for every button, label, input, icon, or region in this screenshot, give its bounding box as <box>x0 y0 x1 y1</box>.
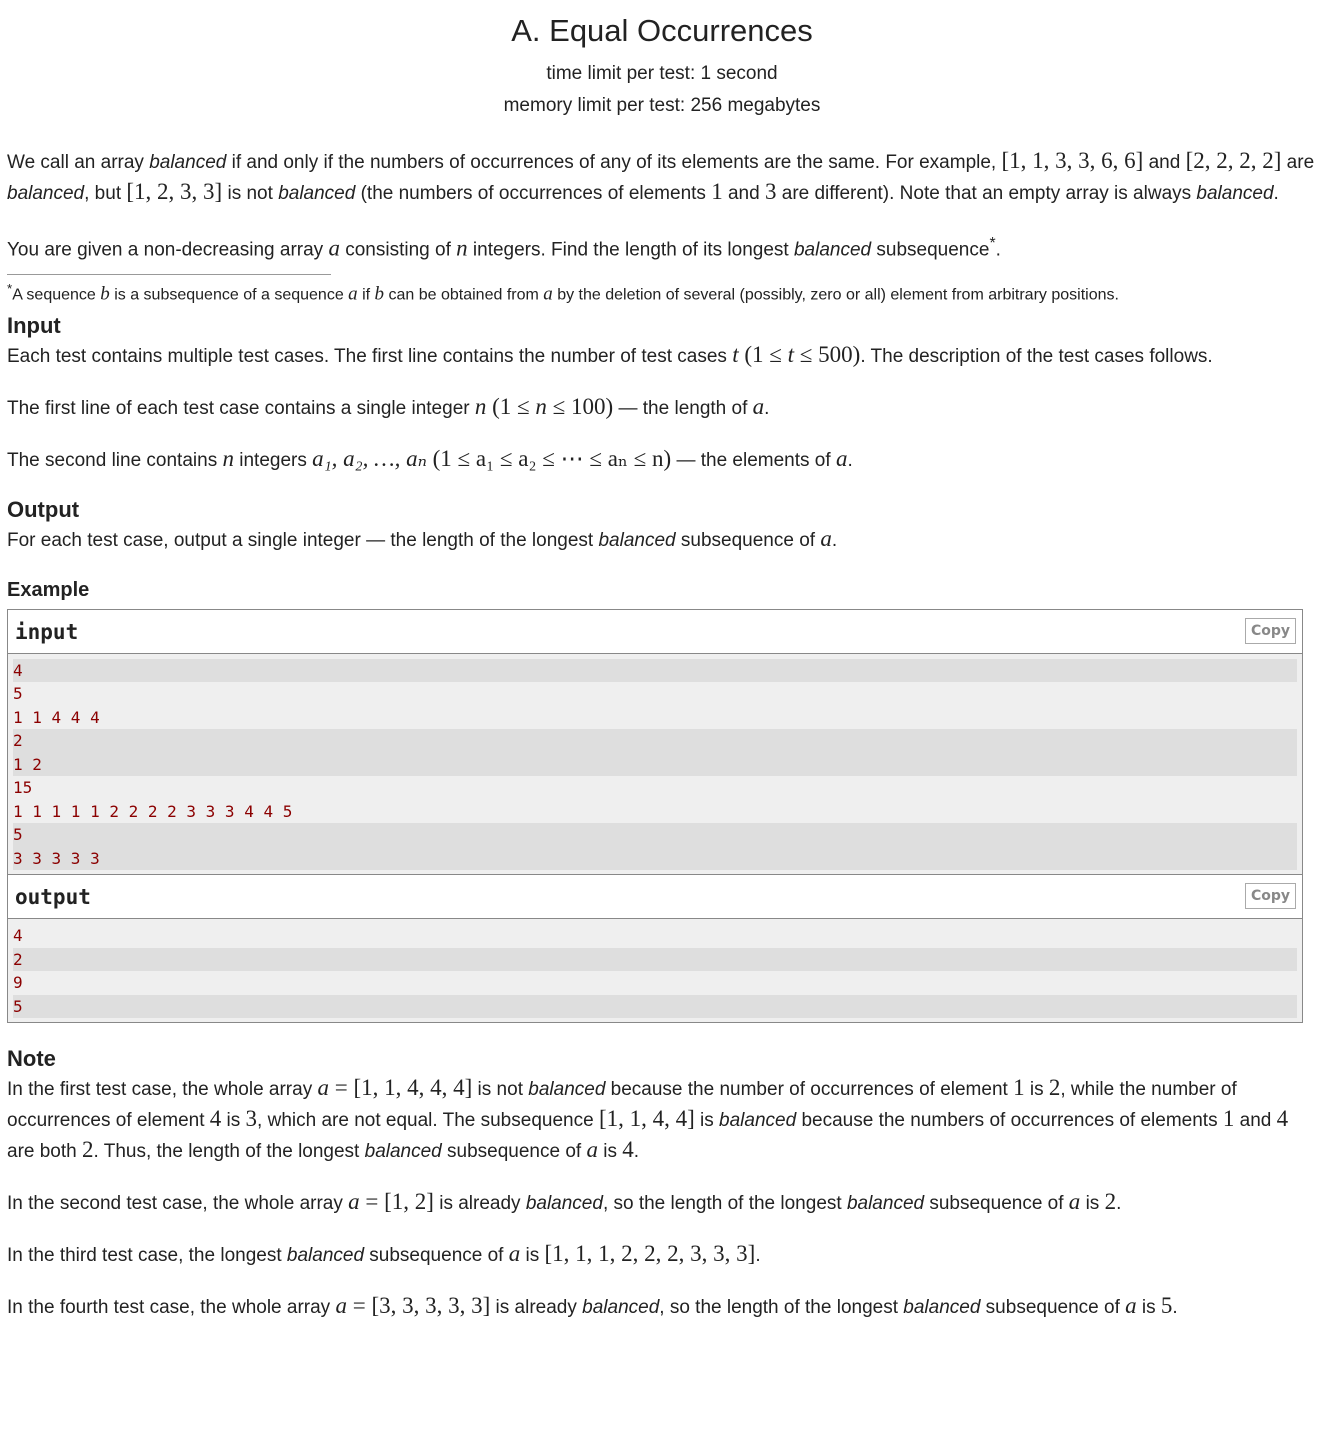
text: is a subsequence of a sequence <box>109 286 349 304</box>
text: by the deletion of several (possibly, zero or all) element from arbitrary positions. <box>552 286 1119 304</box>
text: is <box>1080 1193 1105 1215</box>
math-expression: [1, 2, 3, 3] <box>126 179 223 204</box>
text: and <box>722 183 765 204</box>
text: is <box>1024 1079 1049 1101</box>
text: Each test contains multiple test cases. The first line contains the number of test cases <box>7 345 733 367</box>
term-balanced: balanced <box>525 1193 603 1215</box>
text: and <box>1143 152 1186 173</box>
note-paragraph-2 <box>7 1187 1317 1218</box>
output-specification <box>7 496 1317 555</box>
term-balanced: balanced <box>286 1245 365 1267</box>
sample-tests <box>7 609 1303 1024</box>
math-variable: n <box>222 445 234 471</box>
sample-line: 9 <box>13 973 23 993</box>
math-expression: 2 <box>1104 1189 1117 1215</box>
math-variable: n <box>474 393 487 419</box>
math-expression: ≤ 500) <box>794 341 861 367</box>
term-balanced: balanced <box>364 1141 442 1163</box>
term-balanced: balanced <box>528 1079 606 1101</box>
text: if and only if the numbers of occurrences of any of its elements are the same. For example, <box>226 152 1002 173</box>
text: . <box>764 397 770 419</box>
text: — the length of <box>613 397 753 419</box>
footnote-divider <box>7 274 331 275</box>
note-title: Note <box>7 1046 56 1072</box>
sample-input-header <box>8 610 1302 654</box>
term-balanced: balanced <box>793 239 872 261</box>
sample-line: 4 <box>13 659 1297 683</box>
math-expression: 1 <box>1013 1075 1025 1101</box>
text: subsequence of <box>364 1245 509 1267</box>
footnote <box>7 277 1317 307</box>
math-variable: a <box>1125 1293 1137 1319</box>
input-paragraph-3 <box>7 444 1317 475</box>
math-expression: [1, 1, 1, 2, 2, 2, 3, 3, 3] <box>544 1241 756 1267</box>
math-variable: b <box>374 283 385 305</box>
text: subsequence of <box>924 1193 1069 1215</box>
input-paragraph-2 <box>7 392 1317 423</box>
text: because the numbers of occurrences of elements <box>796 1110 1223 1132</box>
math-expression: [1, 1, 3, 3, 6, 6] <box>1001 148 1144 173</box>
problem-title: A. Equal Occurrences <box>511 13 813 48</box>
sample-line: 5 <box>13 684 23 704</box>
math-expression: 1 <box>711 179 723 204</box>
text: integers <box>233 449 313 471</box>
math-variable: b <box>100 283 110 305</box>
text: , while the number of occurrences of element <box>7 1079 1237 1132</box>
math-expression: [1, 1, 4, 4] <box>598 1106 695 1132</box>
text: . <box>847 449 853 471</box>
footnote-marker: * <box>989 235 996 252</box>
input-section-title: Input <box>7 312 61 338</box>
math-expression: 3 <box>245 1106 258 1132</box>
note-paragraph-4 <box>7 1291 1317 1322</box>
text: You are given a non-decreasing array <box>7 239 329 261</box>
footnote-marker: * <box>7 281 13 297</box>
sample-line: 15 <box>13 778 33 798</box>
copy-input-button[interactable]: Copy <box>1245 618 1296 644</box>
math-variable: a <box>752 393 765 419</box>
text: can be obtained from <box>384 286 544 304</box>
sample-line: 4 <box>13 926 23 946</box>
output-section-title: Output <box>7 496 80 522</box>
text: (the numbers of occurrences of elements <box>355 183 712 204</box>
math-expression: = [1, 2] <box>359 1189 434 1215</box>
text: consisting of <box>339 239 457 261</box>
text: and <box>1234 1110 1277 1132</box>
math-variable: a <box>543 283 553 305</box>
math-variable: t <box>732 341 739 367</box>
math-expression: ≤ 100) <box>546 393 614 419</box>
text: is <box>597 1141 623 1163</box>
text: integers. Find the length of its longest <box>467 239 794 261</box>
input-specification <box>7 312 1317 475</box>
text: are <box>1281 152 1315 173</box>
term-balanced: balanced <box>719 1110 797 1132</box>
text: . Thus, the length of the longest <box>93 1141 365 1163</box>
text: — the elements of <box>671 449 836 471</box>
sample-input-label: input <box>15 619 79 644</box>
text: In the fourth test case, the whole array <box>7 1297 336 1319</box>
text: . <box>1172 1297 1178 1319</box>
sample-line: 3 3 3 3 3 <box>13 847 1297 871</box>
copy-output-button[interactable]: Copy <box>1245 883 1296 909</box>
text: is not <box>472 1079 529 1101</box>
math-expression: 4 <box>1276 1106 1289 1132</box>
text: subsequence of <box>441 1141 587 1163</box>
term-balanced: balanced <box>582 1297 660 1319</box>
math-expression: (1 ≤ <box>738 341 788 367</box>
text: The second line contains <box>7 449 223 471</box>
sample-input-content[interactable] <box>8 654 1302 875</box>
text: is already <box>490 1297 583 1319</box>
text: is <box>520 1245 545 1267</box>
text: . <box>831 529 838 551</box>
math-variable: a <box>348 283 358 305</box>
text: The first line of each test case contains a single integer <box>7 397 475 419</box>
text: is <box>221 1110 246 1132</box>
math-variable: a <box>1068 1189 1081 1215</box>
sample-output-content[interactable] <box>8 919 1302 1022</box>
text: if <box>357 286 375 304</box>
sample-line: 5 <box>13 823 1297 847</box>
math-variable: a <box>348 1189 360 1215</box>
text: subsequence of <box>980 1297 1126 1319</box>
term-balanced: balanced <box>278 183 356 204</box>
text: A sequence <box>12 286 101 304</box>
text: , but <box>84 183 127 204</box>
note-paragraph-1 <box>7 1073 1317 1166</box>
math-expression: (1 ≤ <box>486 393 536 419</box>
math-variable: a <box>820 525 832 551</box>
text: . The description of the test cases follows. <box>860 345 1213 367</box>
problem-header <box>7 0 1317 122</box>
sample-line: 2 <box>13 729 1297 753</box>
text: . <box>633 1141 640 1163</box>
math-expression: 1 <box>1222 1106 1235 1132</box>
math-expression: 3 <box>764 179 777 204</box>
math-expression: [2, 2, 2, 2] <box>1185 148 1282 173</box>
text: are both <box>7 1141 82 1163</box>
term-balanced: balanced <box>7 183 85 204</box>
note-section <box>7 1045 1317 1322</box>
sample-line: 1 2 <box>13 753 1297 777</box>
memory-limit: memory limit per test: 256 megabytes <box>503 95 821 116</box>
text: . <box>995 239 1001 261</box>
sample-line: 1 1 1 1 1 2 2 2 2 3 3 3 4 4 5 <box>13 801 293 821</box>
output-paragraph-1 <box>7 524 1317 555</box>
math-variable: t <box>787 341 795 367</box>
text: In the first test case, the whole array <box>7 1079 318 1101</box>
sample-line: 2 <box>13 948 1297 972</box>
sample-output-label: output <box>15 885 91 910</box>
sample-output-header <box>8 874 1302 919</box>
text: are different). Note that an empty array is always <box>776 183 1197 204</box>
text: , which are not equal. The subsequence <box>257 1110 599 1132</box>
text: subsequence of <box>675 529 821 551</box>
statement-paragraph-2 <box>7 229 1317 264</box>
math-expression: 4 <box>622 1137 634 1163</box>
text: , so the length of the longest <box>659 1297 904 1319</box>
math-variable: a <box>508 1241 521 1267</box>
text: In the third test case, the longest <box>7 1245 287 1267</box>
time-limit: time limit per test: 1 second <box>546 63 778 84</box>
input-paragraph-1 <box>7 340 1317 371</box>
math-variable: a <box>335 1293 347 1319</box>
term-balanced: balanced <box>903 1297 981 1319</box>
term-balanced: balanced <box>846 1193 925 1215</box>
text: is already <box>433 1193 526 1215</box>
term-balanced: balanced <box>598 529 676 551</box>
example-section <box>7 576 1317 1024</box>
text: We call an array <box>7 152 150 173</box>
math-variable: a <box>835 445 848 471</box>
note-paragraph-3 <box>7 1239 1317 1270</box>
math-expression: a₁, a₂, …, aₙ <box>312 445 427 471</box>
math-expression: = [3, 3, 3, 3, 3] <box>346 1293 491 1319</box>
math-expression: = [1, 1, 4, 4, 4] <box>328 1075 473 1101</box>
math-expression: 2 <box>1048 1075 1061 1101</box>
math-expression: 4 <box>209 1106 222 1132</box>
text: is <box>1136 1297 1161 1319</box>
math-variable: n <box>535 393 547 419</box>
sample-line: 5 <box>13 995 1297 1019</box>
sample-line: 1 1 4 4 4 <box>13 707 100 727</box>
text: because the number of occurrences of element <box>605 1079 1014 1101</box>
text: . <box>1116 1193 1122 1215</box>
term-balanced: balanced <box>1196 183 1274 204</box>
math-expression: 2 <box>82 1137 94 1163</box>
text: is <box>694 1110 720 1132</box>
text: is not <box>222 183 279 204</box>
math-variable: a <box>328 235 340 261</box>
text: . <box>755 1245 761 1267</box>
math-variable: a <box>317 1075 329 1101</box>
text: subsequence <box>871 239 990 261</box>
math-expression: 5 <box>1160 1293 1173 1319</box>
math-variable: n <box>456 235 468 261</box>
example-title: Example <box>7 578 90 601</box>
math-expression: (1 ≤ a₁ ≤ a₂ ≤ ⋯ ≤ aₙ ≤ n) <box>426 445 672 471</box>
text: , so the length of the longest <box>602 1193 847 1215</box>
math-variable: a <box>586 1137 598 1163</box>
statement-paragraph-1 <box>7 146 1317 208</box>
text: For each test case, output a single integer — the length of the longest <box>7 529 599 551</box>
term-balanced: balanced <box>149 152 227 173</box>
text: In the second test case, the whole array <box>7 1193 349 1215</box>
problem-statement <box>7 146 1317 308</box>
text: . <box>1273 183 1279 204</box>
